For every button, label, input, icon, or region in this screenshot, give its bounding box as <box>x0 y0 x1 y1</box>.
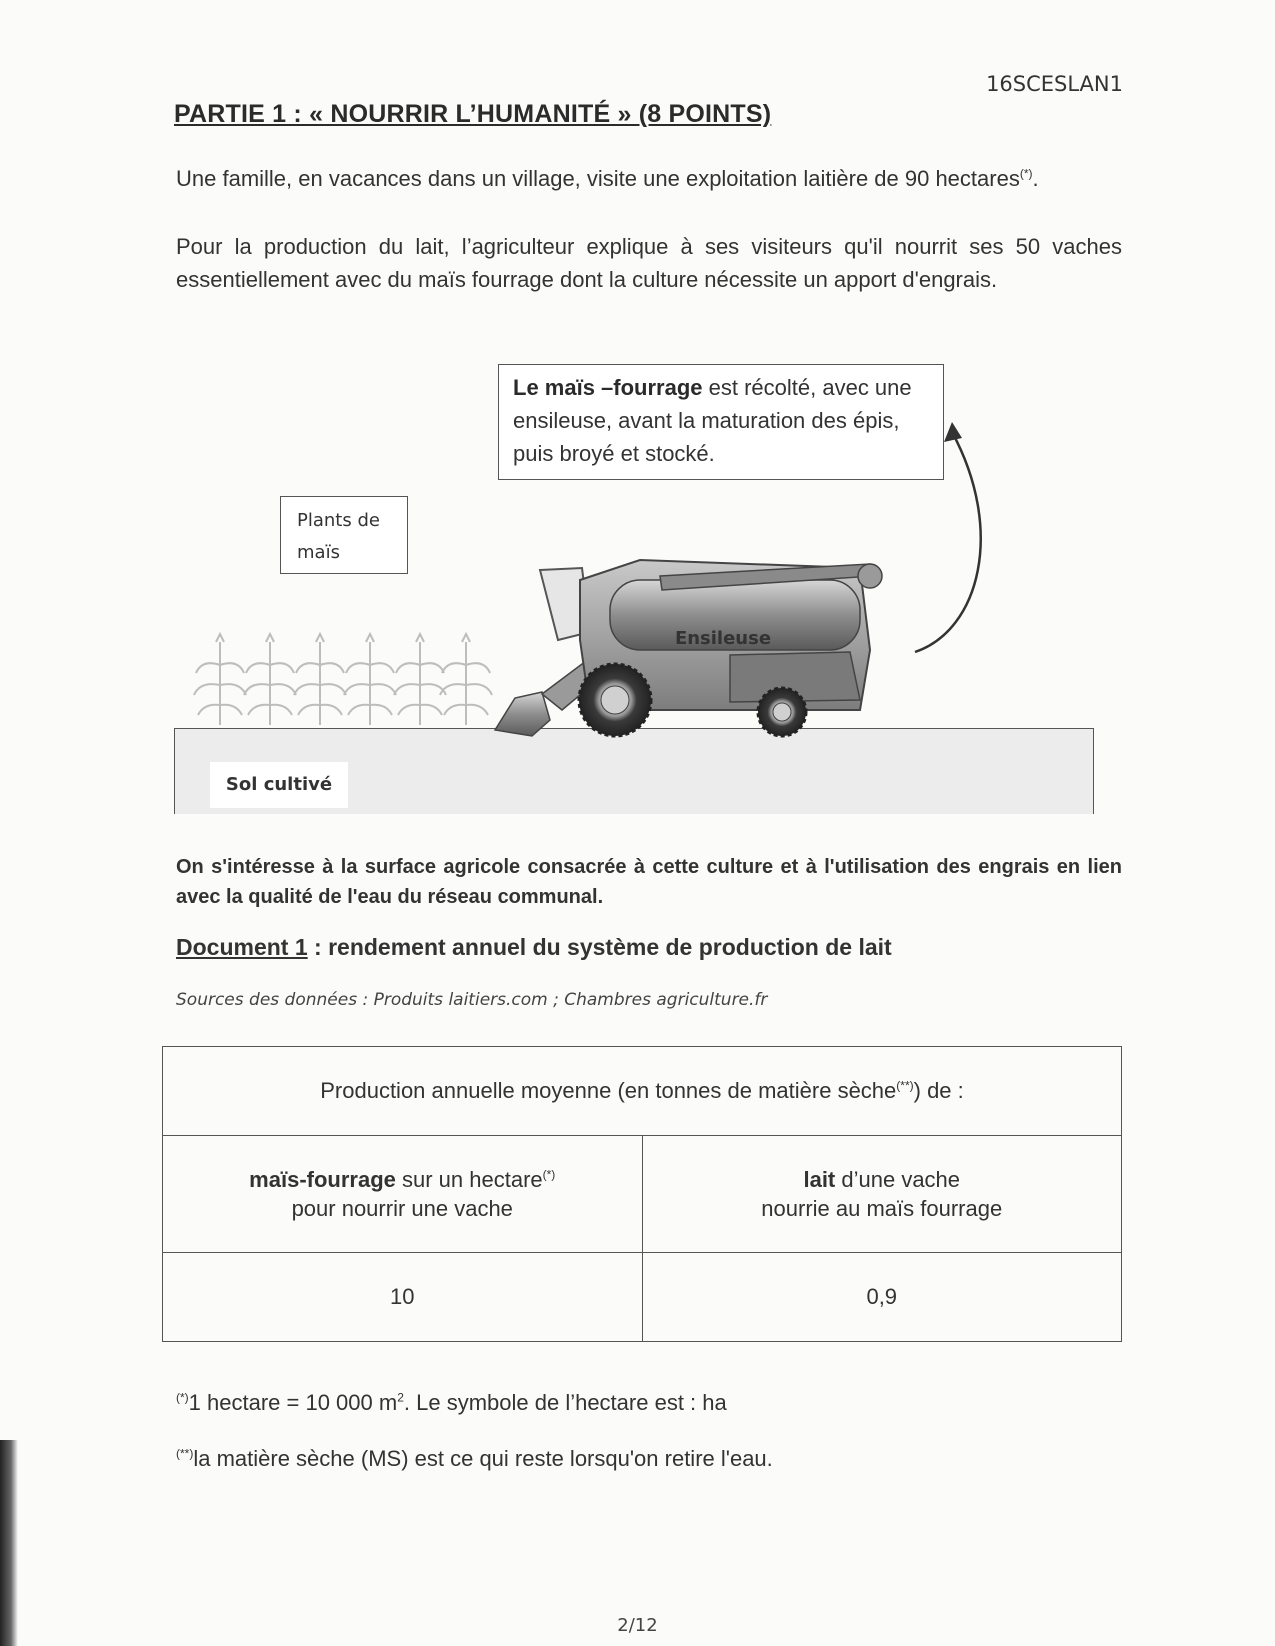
col2-text: d’une vache <box>835 1167 961 1192</box>
harvester-label: Ensileuse <box>674 628 772 649</box>
column-mais <box>163 1136 643 1253</box>
intro-end: . <box>1032 166 1039 191</box>
document-code: 16SCESLAN1 <box>986 72 1123 96</box>
footnote-text: 1 hectare = 10 000 m <box>188 1390 398 1415</box>
interest-statement: On s'intéresse à la surface agricole consacrée à cette culture et à l'utilisation des engrais en lien avec la qualité de l'eau du réseau communal. <box>176 856 1122 908</box>
plants-label: Plants de maïs <box>280 496 408 574</box>
value-lait: 0,9 <box>642 1253 1122 1342</box>
footnote-1 <box>176 1390 727 1416</box>
callout-bold: Le maïs –fourrage <box>513 375 703 400</box>
document-title: : rendement annuel du système de production de lait <box>307 934 892 960</box>
intro-paragraph-2: Pour la production du lait, l’agriculteur explique à ses visiteurs qu'il nourrit ses 50 vaches essentiellement avec du maïs fourrage dont la culture nécessite un apport d'engrais. <box>176 234 1122 292</box>
footnote-end: . Le symbole de l’hectare est : ha <box>403 1390 727 1415</box>
document-heading <box>176 934 892 961</box>
soil-label: Sol cultivé <box>210 762 348 808</box>
header-end: ) de : <box>913 1078 964 1103</box>
footnote-mark: (*) <box>1019 166 1033 181</box>
corn-plants <box>194 634 492 725</box>
footnote-mark: (**) <box>896 1078 914 1093</box>
callout-box <box>498 364 944 480</box>
intro-paragraph-1 <box>176 162 1122 195</box>
production-table <box>162 1046 1122 1342</box>
col1-bold: maïs-fourrage <box>249 1167 396 1192</box>
footnote-mark: (*) <box>176 1390 189 1405</box>
callout-text: est récolté, avec une ensileuse, avant la maturation des épis, puis broyé et stocké. <box>513 375 912 466</box>
page-title: PARTIE 1 : « NOURRIR L’HUMANITÉ » (8 POINTS) <box>174 100 772 128</box>
sources-line: Sources des données : Produits laitiers.com ; Chambres agriculture.fr <box>176 990 768 1010</box>
arrow-head-icon <box>944 422 962 442</box>
col1-text: sur un hectare <box>395 1167 543 1192</box>
footnote-mark: (*) <box>542 1167 556 1182</box>
table-header <box>163 1047 1122 1136</box>
col2-bold: lait <box>803 1167 836 1192</box>
col2-line2: nourrie au maïs fourrage <box>761 1196 1003 1221</box>
page-number: 2/12 <box>617 1615 658 1636</box>
value-mais: 10 <box>163 1253 643 1342</box>
col1-line2: pour nourrir une vache <box>291 1196 513 1221</box>
footnote-2 <box>176 1446 773 1472</box>
exponent: 2 <box>397 1390 404 1405</box>
intro-text: Une famille, en vacances dans un village, visite une exploitation laitière de 90 hectares <box>176 166 1020 191</box>
column-lait <box>642 1136 1122 1253</box>
footnote-text: la matière sèche (MS) est ce qui reste lorsqu'on retire l'eau. <box>193 1446 773 1471</box>
footnote-mark: (**) <box>176 1446 194 1461</box>
document-label: Document 1 <box>176 934 308 960</box>
header-text: Production annuelle moyenne (en tonnes de matière sèche <box>320 1078 897 1103</box>
